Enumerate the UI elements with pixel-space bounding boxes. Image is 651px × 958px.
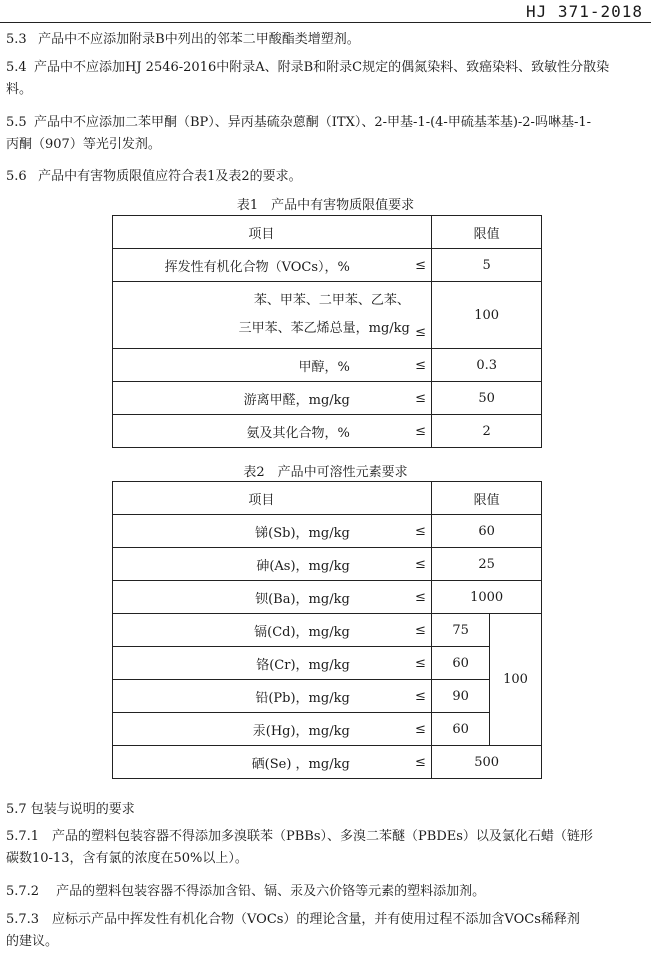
header-spacer: [410, 216, 432, 249]
row-item: 铬(Cr)，mg/kg: [113, 647, 410, 680]
row-item: 锑(Sb)，mg/kg: [113, 515, 410, 548]
row-item: 钡(Ba)，mg/kg: [113, 581, 410, 614]
header-item: 项目: [113, 482, 410, 515]
le-symbol: ≤: [410, 581, 432, 614]
table-header-row: [113, 482, 542, 515]
clause-text: 产品中不应添加附录B中列出的邻苯二甲酸酯类增塑剂。: [38, 32, 360, 47]
row-value: 0.3: [432, 349, 542, 382]
row-item: 甲醇，%: [113, 349, 410, 382]
header-item: 项目: [113, 216, 410, 249]
row-value: 25: [432, 548, 542, 581]
le-symbol: ≤: [410, 282, 432, 349]
row-value: 2: [432, 415, 542, 448]
row-item: 硒(Se) ，mg/kg: [113, 746, 410, 779]
le-symbol: ≤: [410, 713, 432, 746]
row-item: [113, 282, 410, 349]
table2-caption: 表2 产品中可溶性元素要求: [243, 465, 408, 480]
clause-5-4: [6, 57, 636, 100]
table-row: [113, 282, 542, 349]
row-item-line2: 三甲苯、苯乙烯总量，mg/kg: [238, 321, 410, 336]
clause-text-line2: 料。: [6, 81, 33, 97]
clause-text: 产品中有害物质限值应符合表1及表2的要求。: [38, 169, 302, 184]
clause-5-7-1: [6, 826, 636, 869]
le-symbol: ≤: [410, 548, 432, 581]
header-spacer: [410, 482, 432, 515]
clause-number: 5.4: [6, 60, 27, 75]
clause-text-line2: 丙酮（907）等光引发剂。: [6, 136, 161, 152]
clause-number: 5.6: [6, 169, 27, 184]
row-value: 60: [432, 647, 490, 680]
header-rule: [0, 22, 651, 23]
le-symbol: ≤: [410, 415, 432, 448]
row-item: 汞(Hg)，mg/kg: [113, 713, 410, 746]
row-item: 游离甲醛，mg/kg: [113, 382, 410, 415]
le-symbol: ≤: [410, 680, 432, 713]
table1: [112, 215, 542, 448]
clause-number: 5.5: [6, 115, 27, 130]
row-item: 氨及其化合物，%: [113, 415, 410, 448]
row-value: 500: [432, 746, 542, 779]
table1-caption: 表1 产品中有害物质限值要求: [236, 198, 415, 213]
table-row: [113, 680, 542, 713]
row-item: 挥发性有机化合物（VOCs），%: [113, 249, 410, 282]
le-symbol: ≤: [410, 614, 432, 647]
clause-text-line1: 应标示产品中挥发性有机化合物（VOCs）的理论含量，并有使用过程不添加含VOCs稀释剂: [52, 912, 580, 927]
table-row: [113, 746, 542, 779]
le-symbol: ≤: [410, 249, 432, 282]
table-header-row: [113, 216, 542, 249]
table-row: [113, 647, 542, 680]
clause-text-line1: 产品中不应添加HJ 2546-2016中附录A、附录B和附录C规定的偶氮染料、致癌染料、致敏性分散染: [34, 60, 610, 75]
table-row: [113, 713, 542, 746]
row-item: 砷(As)，mg/kg: [113, 548, 410, 581]
clause-number: 5.3: [6, 32, 27, 47]
le-symbol: ≤: [410, 515, 432, 548]
row-value: 50: [432, 382, 542, 415]
row-value: 60: [432, 713, 490, 746]
table-row: [113, 382, 542, 415]
row-value: 60: [432, 515, 542, 548]
clause-number: 5.7.3: [6, 912, 40, 927]
document-code: HJ 371-2018: [526, 2, 643, 21]
clause-text-line1: 产品的塑料包装容器不得添加多溴联苯（PBBs）、多溴二苯醚（PBDEs）以及氯化石蜡（链形: [52, 829, 593, 844]
clause-text: 产品的塑料包装容器不得添加含铅、镉、汞及六价铬等元素的塑料添加剂。: [56, 884, 486, 899]
row-item: 铅(Pb)，mg/kg: [113, 680, 410, 713]
clause-number: 5.7.2: [6, 884, 40, 899]
clause-text-line2: 的建议。: [6, 933, 59, 949]
table-row: [113, 349, 542, 382]
le-symbol: ≤: [410, 382, 432, 415]
row-value: 90: [432, 680, 490, 713]
le-symbol: ≤: [410, 746, 432, 779]
clause-5-7-2: [6, 882, 485, 902]
header-limit: 限值: [432, 216, 542, 249]
row-value: 5: [432, 249, 542, 282]
le-symbol: ≤: [410, 349, 432, 382]
section-5-7-title: 5.7 包装与说明的要求: [6, 802, 135, 817]
table-row: [113, 249, 542, 282]
clause-5-5: [6, 112, 636, 155]
table-row: [113, 581, 542, 614]
row-value: 100: [432, 282, 542, 349]
table-row: [113, 548, 542, 581]
table-row: [113, 415, 542, 448]
table2: [112, 481, 542, 779]
clause-5-6: [6, 167, 302, 187]
clause-5-7-3: [6, 909, 636, 952]
row-item-line1: 苯、甲苯、二甲苯、乙苯、: [253, 293, 410, 308]
row-value: 1000: [432, 581, 542, 614]
row-value: 75: [432, 614, 490, 647]
clause-text-line1: 产品中不应添加二苯甲酮（BP）、异丙基硫杂蒽酮（ITX）、2-甲基-1-(4-甲硫基苯基)-2-吗啉基-1-: [34, 115, 592, 130]
table-row: [113, 614, 542, 647]
group-total-value: 100: [490, 614, 542, 746]
clause-text-line2: 碳数10-13，含有氯的浓度在50%以上）。: [6, 850, 248, 866]
clause-number: 5.7.1: [6, 829, 40, 844]
table-row: [113, 515, 542, 548]
header-limit: 限值: [432, 482, 542, 515]
row-item: 镉(Cd)，mg/kg: [113, 614, 410, 647]
clause-5-3: [6, 30, 360, 50]
le-symbol: ≤: [410, 647, 432, 680]
